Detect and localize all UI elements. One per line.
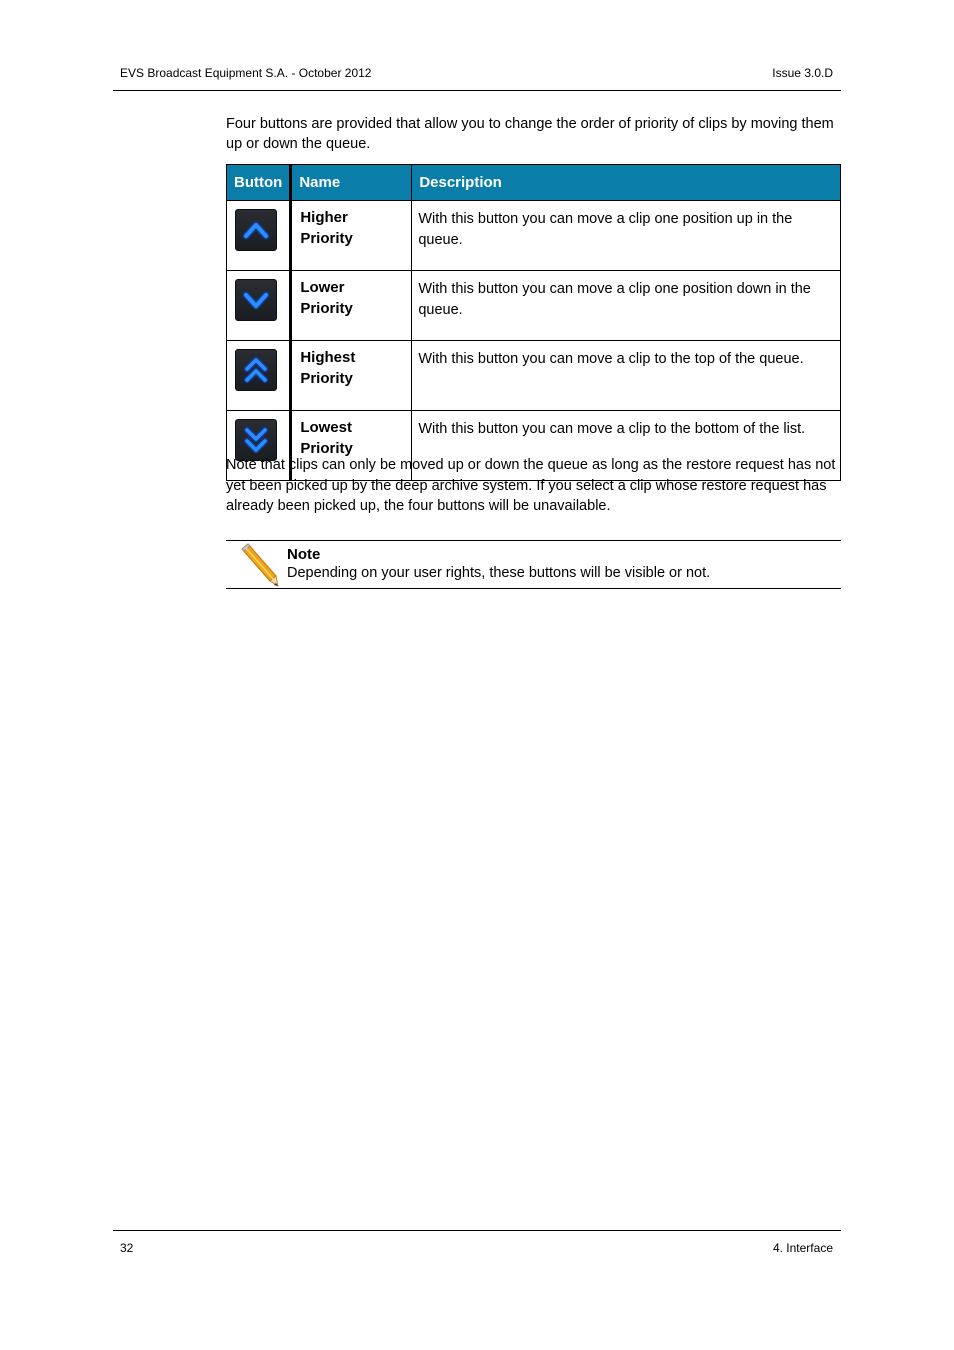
higher-priority-button[interactable] <box>235 209 277 251</box>
lower-priority-button[interactable] <box>235 279 277 321</box>
name-cell <box>291 341 412 411</box>
page-number: 32 <box>120 1241 134 1255</box>
note-body: Depending on your user rights, these buttons will be visible or not. <box>287 565 711 581</box>
name-line-2: Priority <box>300 299 353 317</box>
table-header-row <box>227 165 841 201</box>
button-cell <box>227 201 291 271</box>
chevron-down-icon <box>241 285 271 315</box>
table-row <box>227 201 841 271</box>
highest-priority-button[interactable] <box>235 349 277 391</box>
page-header <box>113 62 841 91</box>
name-line-1: Lower <box>300 279 345 296</box>
page-footer <box>113 1230 841 1255</box>
double-chevron-up-icon <box>241 353 271 387</box>
footer-section: 4. Interface <box>772 1241 833 1255</box>
button-cell <box>227 341 291 411</box>
name-line-2: Priority <box>300 369 353 387</box>
note-box <box>226 540 841 589</box>
column-header-name: Name <box>291 165 412 201</box>
column-header-button: Button <box>227 165 291 201</box>
header-company-date: EVS Broadcast Equipment S.A. - October 2012 <box>120 66 372 80</box>
button-cell <box>227 271 291 341</box>
description-cell: With this button you can move a clip one position up in the queue. <box>412 201 841 271</box>
name-cell <box>291 201 412 271</box>
name-line-2: Priority <box>300 439 353 457</box>
note-title: Note <box>287 546 321 563</box>
description-cell: With this button you can move a clip one position down in the queue. <box>412 271 841 341</box>
priority-buttons-table <box>226 164 841 481</box>
name-cell <box>291 271 412 341</box>
column-header-description: Description <box>412 165 841 201</box>
queue-note-paragraph: Note that clips can only be moved up or down the queue as long as the restore request has not yet been picked up by the deep archive system. If you select a clip whose restore request has already been picked up, the four buttons will be unavailable. <box>226 457 836 514</box>
description-cell: With this button you can move a clip to the top of the queue. <box>412 341 841 411</box>
name-line-2: Priority <box>300 229 353 247</box>
intro-paragraph: Four buttons are provided that allow you to change the order of priority of clips by moving them up or down the queue. <box>226 116 834 152</box>
header-issue: Issue 3.0.D <box>772 66 833 80</box>
table-row <box>227 341 841 411</box>
chevron-up-icon <box>241 215 271 245</box>
double-chevron-down-icon <box>241 423 271 457</box>
description-cell: With this button you can move a clip to the bottom of the list. <box>412 411 841 481</box>
pencil-icon <box>234 543 280 587</box>
name-line-1: Higher <box>300 209 348 226</box>
name-line-1: Lowest <box>300 419 352 436</box>
table-row <box>227 271 841 341</box>
name-line-1: Highest <box>300 349 356 366</box>
